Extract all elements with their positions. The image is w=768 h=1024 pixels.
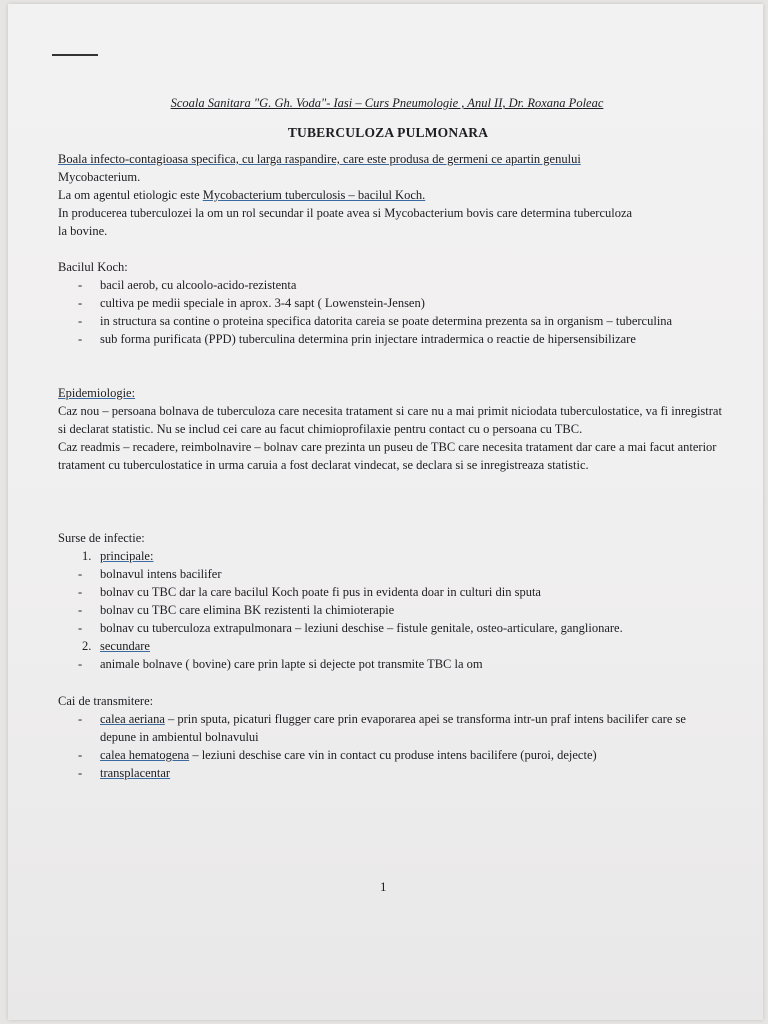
route-description: – prin sputa, picaturi flugger care prin evaporarea apei se transforma intr-un praf intens bacilifer care se depune in ambientul bolnavului [100,712,686,744]
list-item: - animale bolnave ( bovine) care prin lapte si dejecte pot transmite TBC la om [58,655,723,673]
course-header: Scoala Sanitara "G. Gh. Voda"- Iasi – Curs Pneumologie , Anul II, Dr. Roxana Poleac [170,96,604,110]
sources-list [58,637,723,655]
route-name: calea hematogena [100,748,190,762]
pen-mark [52,54,98,56]
intro-highlight: Mycobacterium tuberculosis – bacilul Koch. [202,188,426,202]
transmission-list [58,710,723,782]
list-item: - bacil aerob, cu alcoolo-acido-rezistenta [58,276,723,294]
list-item [58,710,723,746]
list-item: - sub forma purificata (PPD) tuberculina determina prin injectare intradermica o reactie de hipersensibilizare [58,330,723,348]
item-number: 2. [82,639,92,653]
section-heading: Cai de transmitere: [58,694,154,708]
paragraph: Caz readmis – recadere, reimbolnavire – bolnav care prezinta un puseu de TBC care necesita tratament dar care a mai facut anterior tratament cu tuberculostatice in urma caruia a fost declarat vindecat, se declara si se inregistreaza statistic. [58,440,717,472]
route-name: transplacentar [100,766,171,780]
paragraph: Caz nou – persoana bolnava de tuberculoza care necesita tratament si care nu a mai primit niciodata tuberculostatice, va fi inregistrat si declarat statistic. Nu se includ cei care au facut chimioprofilaxie pentru contact cu o persoana cu TBC. [58,404,722,436]
sources-section [58,529,723,673]
intro-text: La om agentul etiologic este [58,188,203,202]
list-item: - bolnavul intens bacilifer [58,565,723,583]
numbered-item [58,547,723,565]
principal-sources-list [58,565,723,637]
section-heading: Bacilul Koch: [58,260,128,274]
list-item: - bolnav cu tuberculoza extrapulmonara – leziuni deschise – fistule genitale, osteo-articulare, ganglionare. [58,619,723,637]
section-heading: Surse de infectie: [58,531,145,545]
route-description: – leziuni deschise care vin in contact cu produse intens bacilifere (puroi, dejecte) [189,748,597,762]
document-title: TUBERCULOZA PULMONARA [287,125,489,140]
list-item: - bolnav cu TBC care elimina BK rezistenti la chimioterapie [58,601,723,619]
intro-section [58,150,723,240]
intro-line: la bovine. [58,224,108,238]
list-item: - bolnav cu TBC dar la care bacilul Koch poate fi pus in evidenta doar in culturi din sputa [58,583,723,601]
route-name: calea aeriana [100,712,165,726]
document-page [8,4,763,1020]
bacil-list [58,276,723,348]
item-number: 1. [82,549,92,563]
bacil-section [58,258,723,348]
intro-text: Boala infecto-contagioasa specifica, cu larga raspandire, care este produsa de germeni ce apartin genului [58,152,581,166]
list-item: - in structura sa contine o proteina specifica datorita careia se poate determina prezenta sa in organism – tuberculina [58,312,723,330]
intro-line: In producerea tuberculozei la om un rol secundar il poate avea si Mycobacterium bovis care determina tuberculoza [58,206,633,220]
list-item: - cultiva pe medii speciale in aprox. 3-4 sapt ( Lowenstein-Jensen) [58,294,723,312]
transmission-section [58,692,723,782]
subheading: secundare [100,639,150,653]
secondary-sources-list [58,655,723,673]
epidemiology-section [58,384,723,474]
list-item [58,746,723,764]
intro-line [58,150,723,168]
numbered-item [58,637,723,655]
intro-line: Mycobacterium. [58,170,141,184]
section-heading: Epidemiologie: [58,386,136,400]
sources-list [58,547,723,565]
page-number: 1 [380,879,387,894]
intro-line [58,186,723,204]
subheading: principale: [100,549,154,563]
list-item [58,764,723,782]
